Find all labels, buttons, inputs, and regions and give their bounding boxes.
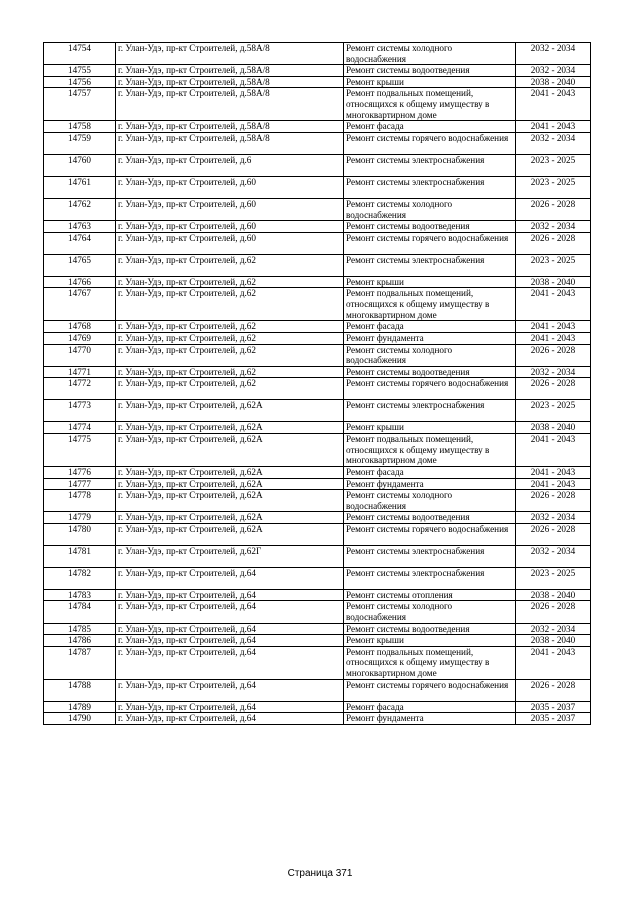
table-body [44, 43, 591, 725]
row-address-cell: г. Улан-Удэ, пр-кт Строителей, д.58А/8 [116, 76, 344, 88]
row-address-cell: г. Улан-Удэ, пр-кт Строителей, д.58А/8 [116, 65, 344, 77]
row-period-cell: 2026 - 2028 [516, 198, 591, 220]
row-work-type-cell: Ремонт системы водоотведения [344, 366, 516, 378]
row-period-cell: 2041 - 2043 [516, 321, 591, 333]
table-row [44, 466, 591, 478]
row-period-cell: 2041 - 2043 [516, 121, 591, 133]
row-period-cell: 2026 - 2028 [516, 232, 591, 254]
row-address-cell: г. Улан-Удэ, пр-кт Строителей, д.62 [116, 378, 344, 400]
table-row [44, 478, 591, 490]
row-period-cell: 2026 - 2028 [516, 523, 591, 545]
table-row [44, 400, 591, 422]
row-id-cell: 14782 [44, 567, 116, 589]
row-period-cell: 2026 - 2028 [516, 679, 591, 701]
row-work-type-cell: Ремонт системы горячего водоснабжения [344, 378, 516, 400]
row-id-cell: 14790 [44, 713, 116, 725]
row-id-cell: 14789 [44, 701, 116, 713]
row-address-cell: г. Улан-Удэ, пр-кт Строителей, д.60 [116, 176, 344, 198]
row-work-type-cell: Ремонт системы электроснабжения [344, 176, 516, 198]
row-address-cell: г. Улан-Удэ, пр-кт Строителей, д.60 [116, 221, 344, 233]
row-period-cell: 2041 - 2043 [516, 332, 591, 344]
table-row [44, 545, 591, 567]
row-id-cell: 14766 [44, 276, 116, 288]
row-address-cell: г. Улан-Удэ, пр-кт Строителей, д.62А [116, 400, 344, 422]
row-address-cell: г. Улан-Удэ, пр-кт Строителей, д.62А [116, 466, 344, 478]
row-id-cell: 14760 [44, 154, 116, 176]
row-address-cell: г. Улан-Удэ, пр-кт Строителей, д.62Г [116, 545, 344, 567]
row-address-cell: г. Улан-Удэ, пр-кт Строителей, д.64 [116, 679, 344, 701]
row-id-cell: 14756 [44, 76, 116, 88]
row-address-cell: г. Улан-Удэ, пр-кт Строителей, д.58А/8 [116, 43, 344, 65]
row-address-cell: г. Улан-Удэ, пр-кт Строителей, д.64 [116, 589, 344, 601]
row-address-cell: г. Улан-Удэ, пр-кт Строителей, д.62 [116, 332, 344, 344]
row-id-cell: 14759 [44, 132, 116, 154]
row-period-cell: 2023 - 2025 [516, 567, 591, 589]
row-work-type-cell: Ремонт системы электроснабжения [344, 254, 516, 276]
row-period-cell: 2026 - 2028 [516, 490, 591, 512]
row-address-cell: г. Улан-Удэ, пр-кт Строителей, д.62 [116, 344, 344, 366]
row-work-type-cell: Ремонт системы горячего водоснабжения [344, 132, 516, 154]
row-address-cell: г. Улан-Удэ, пр-кт Строителей, д.62А [116, 478, 344, 490]
row-id-cell: 14778 [44, 490, 116, 512]
row-id-cell: 14755 [44, 65, 116, 77]
table-row [44, 332, 591, 344]
row-id-cell: 14765 [44, 254, 116, 276]
row-period-cell: 2032 - 2034 [516, 221, 591, 233]
row-period-cell: 2032 - 2034 [516, 132, 591, 154]
table-row [44, 88, 591, 121]
row-address-cell: г. Улан-Удэ, пр-кт Строителей, д.62А [116, 433, 344, 466]
row-id-cell: 14777 [44, 478, 116, 490]
row-period-cell: 2023 - 2025 [516, 400, 591, 422]
table-row [44, 344, 591, 366]
table-row [44, 154, 591, 176]
row-period-cell: 2023 - 2025 [516, 176, 591, 198]
row-work-type-cell: Ремонт подвальных помещений, относящихся к общему имуществу в многоквартирном доме [344, 646, 516, 679]
row-period-cell: 2032 - 2034 [516, 366, 591, 378]
row-id-cell: 14781 [44, 545, 116, 567]
row-period-cell: 2035 - 2037 [516, 701, 591, 713]
row-period-cell: 2041 - 2043 [516, 466, 591, 478]
table-row [44, 232, 591, 254]
row-work-type-cell: Ремонт крыши [344, 422, 516, 434]
row-address-cell: г. Улан-Удэ, пр-кт Строителей, д.62 [116, 288, 344, 321]
row-work-type-cell: Ремонт фундамента [344, 478, 516, 490]
row-period-cell: 2023 - 2025 [516, 154, 591, 176]
row-work-type-cell: Ремонт подвальных помещений, относящихся к общему имуществу в многоквартирном доме [344, 88, 516, 121]
row-work-type-cell: Ремонт подвальных помещений, относящихся к общему имуществу в многоквартирном доме [344, 433, 516, 466]
row-period-cell: 2041 - 2043 [516, 478, 591, 490]
row-period-cell: 2026 - 2028 [516, 378, 591, 400]
row-work-type-cell: Ремонт фасада [344, 121, 516, 133]
row-address-cell: г. Улан-Удэ, пр-кт Строителей, д.58А/8 [116, 88, 344, 121]
row-work-type-cell: Ремонт системы холодного водоснабжения [344, 43, 516, 65]
row-period-cell: 2041 - 2043 [516, 433, 591, 466]
table-row [44, 76, 591, 88]
table-row [44, 121, 591, 133]
row-id-cell: 14775 [44, 433, 116, 466]
row-address-cell: г. Улан-Удэ, пр-кт Строителей, д.62А [116, 422, 344, 434]
repair-schedule-table [43, 42, 591, 725]
row-work-type-cell: Ремонт системы холодного водоснабжения [344, 344, 516, 366]
row-id-cell: 14785 [44, 623, 116, 635]
table-row [44, 589, 591, 601]
row-id-cell: 14774 [44, 422, 116, 434]
table-row [44, 523, 591, 545]
row-period-cell: 2041 - 2043 [516, 646, 591, 679]
row-work-type-cell: Ремонт фундамента [344, 332, 516, 344]
row-period-cell: 2038 - 2040 [516, 589, 591, 601]
row-id-cell: 14764 [44, 232, 116, 254]
row-id-cell: 14770 [44, 344, 116, 366]
row-period-cell: 2038 - 2040 [516, 276, 591, 288]
table-row [44, 701, 591, 713]
row-work-type-cell: Ремонт системы электроснабжения [344, 154, 516, 176]
row-address-cell: г. Улан-Удэ, пр-кт Строителей, д.64 [116, 623, 344, 635]
row-id-cell: 14784 [44, 601, 116, 623]
row-id-cell: 14773 [44, 400, 116, 422]
row-address-cell: г. Улан-Удэ, пр-кт Строителей, д.62 [116, 276, 344, 288]
row-id-cell: 14787 [44, 646, 116, 679]
row-id-cell: 14762 [44, 198, 116, 220]
row-address-cell: г. Улан-Удэ, пр-кт Строителей, д.62А [116, 512, 344, 524]
row-id-cell: 14769 [44, 332, 116, 344]
row-period-cell: 2026 - 2028 [516, 344, 591, 366]
table-row [44, 221, 591, 233]
table-row [44, 646, 591, 679]
table-row [44, 567, 591, 589]
row-id-cell: 14771 [44, 366, 116, 378]
row-id-cell: 14772 [44, 378, 116, 400]
row-period-cell: 2041 - 2043 [516, 88, 591, 121]
row-period-cell: 2023 - 2025 [516, 254, 591, 276]
row-period-cell: 2032 - 2034 [516, 43, 591, 65]
row-id-cell: 14779 [44, 512, 116, 524]
table-row [44, 254, 591, 276]
row-id-cell: 14783 [44, 589, 116, 601]
row-work-type-cell: Ремонт системы горячего водоснабжения [344, 679, 516, 701]
table-row [44, 43, 591, 65]
row-period-cell: 2038 - 2040 [516, 635, 591, 647]
row-work-type-cell: Ремонт системы горячего водоснабжения [344, 523, 516, 545]
table-row [44, 366, 591, 378]
row-address-cell: г. Улан-Удэ, пр-кт Строителей, д.6 [116, 154, 344, 176]
row-work-type-cell: Ремонт фасада [344, 321, 516, 333]
table-row [44, 132, 591, 154]
row-work-type-cell: Ремонт фасада [344, 701, 516, 713]
table-row [44, 321, 591, 333]
table-row [44, 713, 591, 725]
document-table-container [43, 42, 590, 725]
row-work-type-cell: Ремонт крыши [344, 276, 516, 288]
page-number: Страница 371 [287, 868, 353, 879]
row-address-cell: г. Улан-Удэ, пр-кт Строителей, д.64 [116, 635, 344, 647]
row-id-cell: 14754 [44, 43, 116, 65]
row-id-cell: 14757 [44, 88, 116, 121]
row-address-cell: г. Улан-Удэ, пр-кт Строителей, д.60 [116, 232, 344, 254]
row-work-type-cell: Ремонт системы горячего водоснабжения [344, 232, 516, 254]
row-period-cell: 2038 - 2040 [516, 76, 591, 88]
row-id-cell: 14788 [44, 679, 116, 701]
table-row [44, 198, 591, 220]
table-row [44, 679, 591, 701]
row-work-type-cell: Ремонт системы водоотведения [344, 65, 516, 77]
row-address-cell: г. Улан-Удэ, пр-кт Строителей, д.62А [116, 490, 344, 512]
row-period-cell: 2032 - 2034 [516, 512, 591, 524]
row-address-cell: г. Улан-Удэ, пр-кт Строителей, д.60 [116, 198, 344, 220]
table-row [44, 601, 591, 623]
table-row [44, 288, 591, 321]
row-period-cell: 2041 - 2043 [516, 288, 591, 321]
row-work-type-cell: Ремонт системы электроснабжения [344, 567, 516, 589]
table-row [44, 635, 591, 647]
row-address-cell: г. Улан-Удэ, пр-кт Строителей, д.58А/8 [116, 132, 344, 154]
row-work-type-cell: Ремонт системы электроснабжения [344, 400, 516, 422]
row-id-cell: 14780 [44, 523, 116, 545]
row-work-type-cell: Ремонт системы холодного водоснабжения [344, 490, 516, 512]
row-id-cell: 14767 [44, 288, 116, 321]
row-address-cell: г. Улан-Удэ, пр-кт Строителей, д.64 [116, 646, 344, 679]
table-row [44, 65, 591, 77]
row-work-type-cell: Ремонт системы холодного водоснабжения [344, 198, 516, 220]
row-work-type-cell: Ремонт крыши [344, 635, 516, 647]
row-work-type-cell: Ремонт системы отопления [344, 589, 516, 601]
row-work-type-cell: Ремонт фундамента [344, 713, 516, 725]
row-period-cell: 2032 - 2034 [516, 623, 591, 635]
row-id-cell: 14768 [44, 321, 116, 333]
row-work-type-cell: Ремонт фасада [344, 466, 516, 478]
table-row [44, 276, 591, 288]
row-period-cell: 2026 - 2028 [516, 601, 591, 623]
row-address-cell: г. Улан-Удэ, пр-кт Строителей, д.64 [116, 567, 344, 589]
table-row [44, 490, 591, 512]
row-period-cell: 2038 - 2040 [516, 422, 591, 434]
row-address-cell: г. Улан-Удэ, пр-кт Строителей, д.62А [116, 523, 344, 545]
table-row [44, 433, 591, 466]
row-period-cell: 2032 - 2034 [516, 65, 591, 77]
row-address-cell: г. Улан-Удэ, пр-кт Строителей, д.58А/8 [116, 121, 344, 133]
row-id-cell: 14763 [44, 221, 116, 233]
row-address-cell: г. Улан-Удэ, пр-кт Строителей, д.64 [116, 701, 344, 713]
table-row [44, 512, 591, 524]
row-id-cell: 14761 [44, 176, 116, 198]
row-period-cell: 2032 - 2034 [516, 545, 591, 567]
row-address-cell: г. Улан-Удэ, пр-кт Строителей, д.62 [116, 366, 344, 378]
row-work-type-cell: Ремонт системы холодного водоснабжения [344, 601, 516, 623]
row-id-cell: 14786 [44, 635, 116, 647]
row-work-type-cell: Ремонт крыши [344, 76, 516, 88]
table-row [44, 176, 591, 198]
row-address-cell: г. Улан-Удэ, пр-кт Строителей, д.64 [116, 713, 344, 725]
row-address-cell: г. Улан-Удэ, пр-кт Строителей, д.62 [116, 321, 344, 333]
row-period-cell: 2035 - 2037 [516, 713, 591, 725]
table-row [44, 422, 591, 434]
table-row [44, 623, 591, 635]
table-row [44, 378, 591, 400]
row-address-cell: г. Улан-Удэ, пр-кт Строителей, д.64 [116, 601, 344, 623]
row-work-type-cell: Ремонт системы водоотведения [344, 221, 516, 233]
row-address-cell: г. Улан-Удэ, пр-кт Строителей, д.62 [116, 254, 344, 276]
row-work-type-cell: Ремонт подвальных помещений, относящихся к общему имуществу в многоквартирном доме [344, 288, 516, 321]
row-work-type-cell: Ремонт системы водоотведения [344, 623, 516, 635]
row-id-cell: 14758 [44, 121, 116, 133]
row-work-type-cell: Ремонт системы электроснабжения [344, 545, 516, 567]
row-id-cell: 14776 [44, 466, 116, 478]
row-work-type-cell: Ремонт системы водоотведения [344, 512, 516, 524]
